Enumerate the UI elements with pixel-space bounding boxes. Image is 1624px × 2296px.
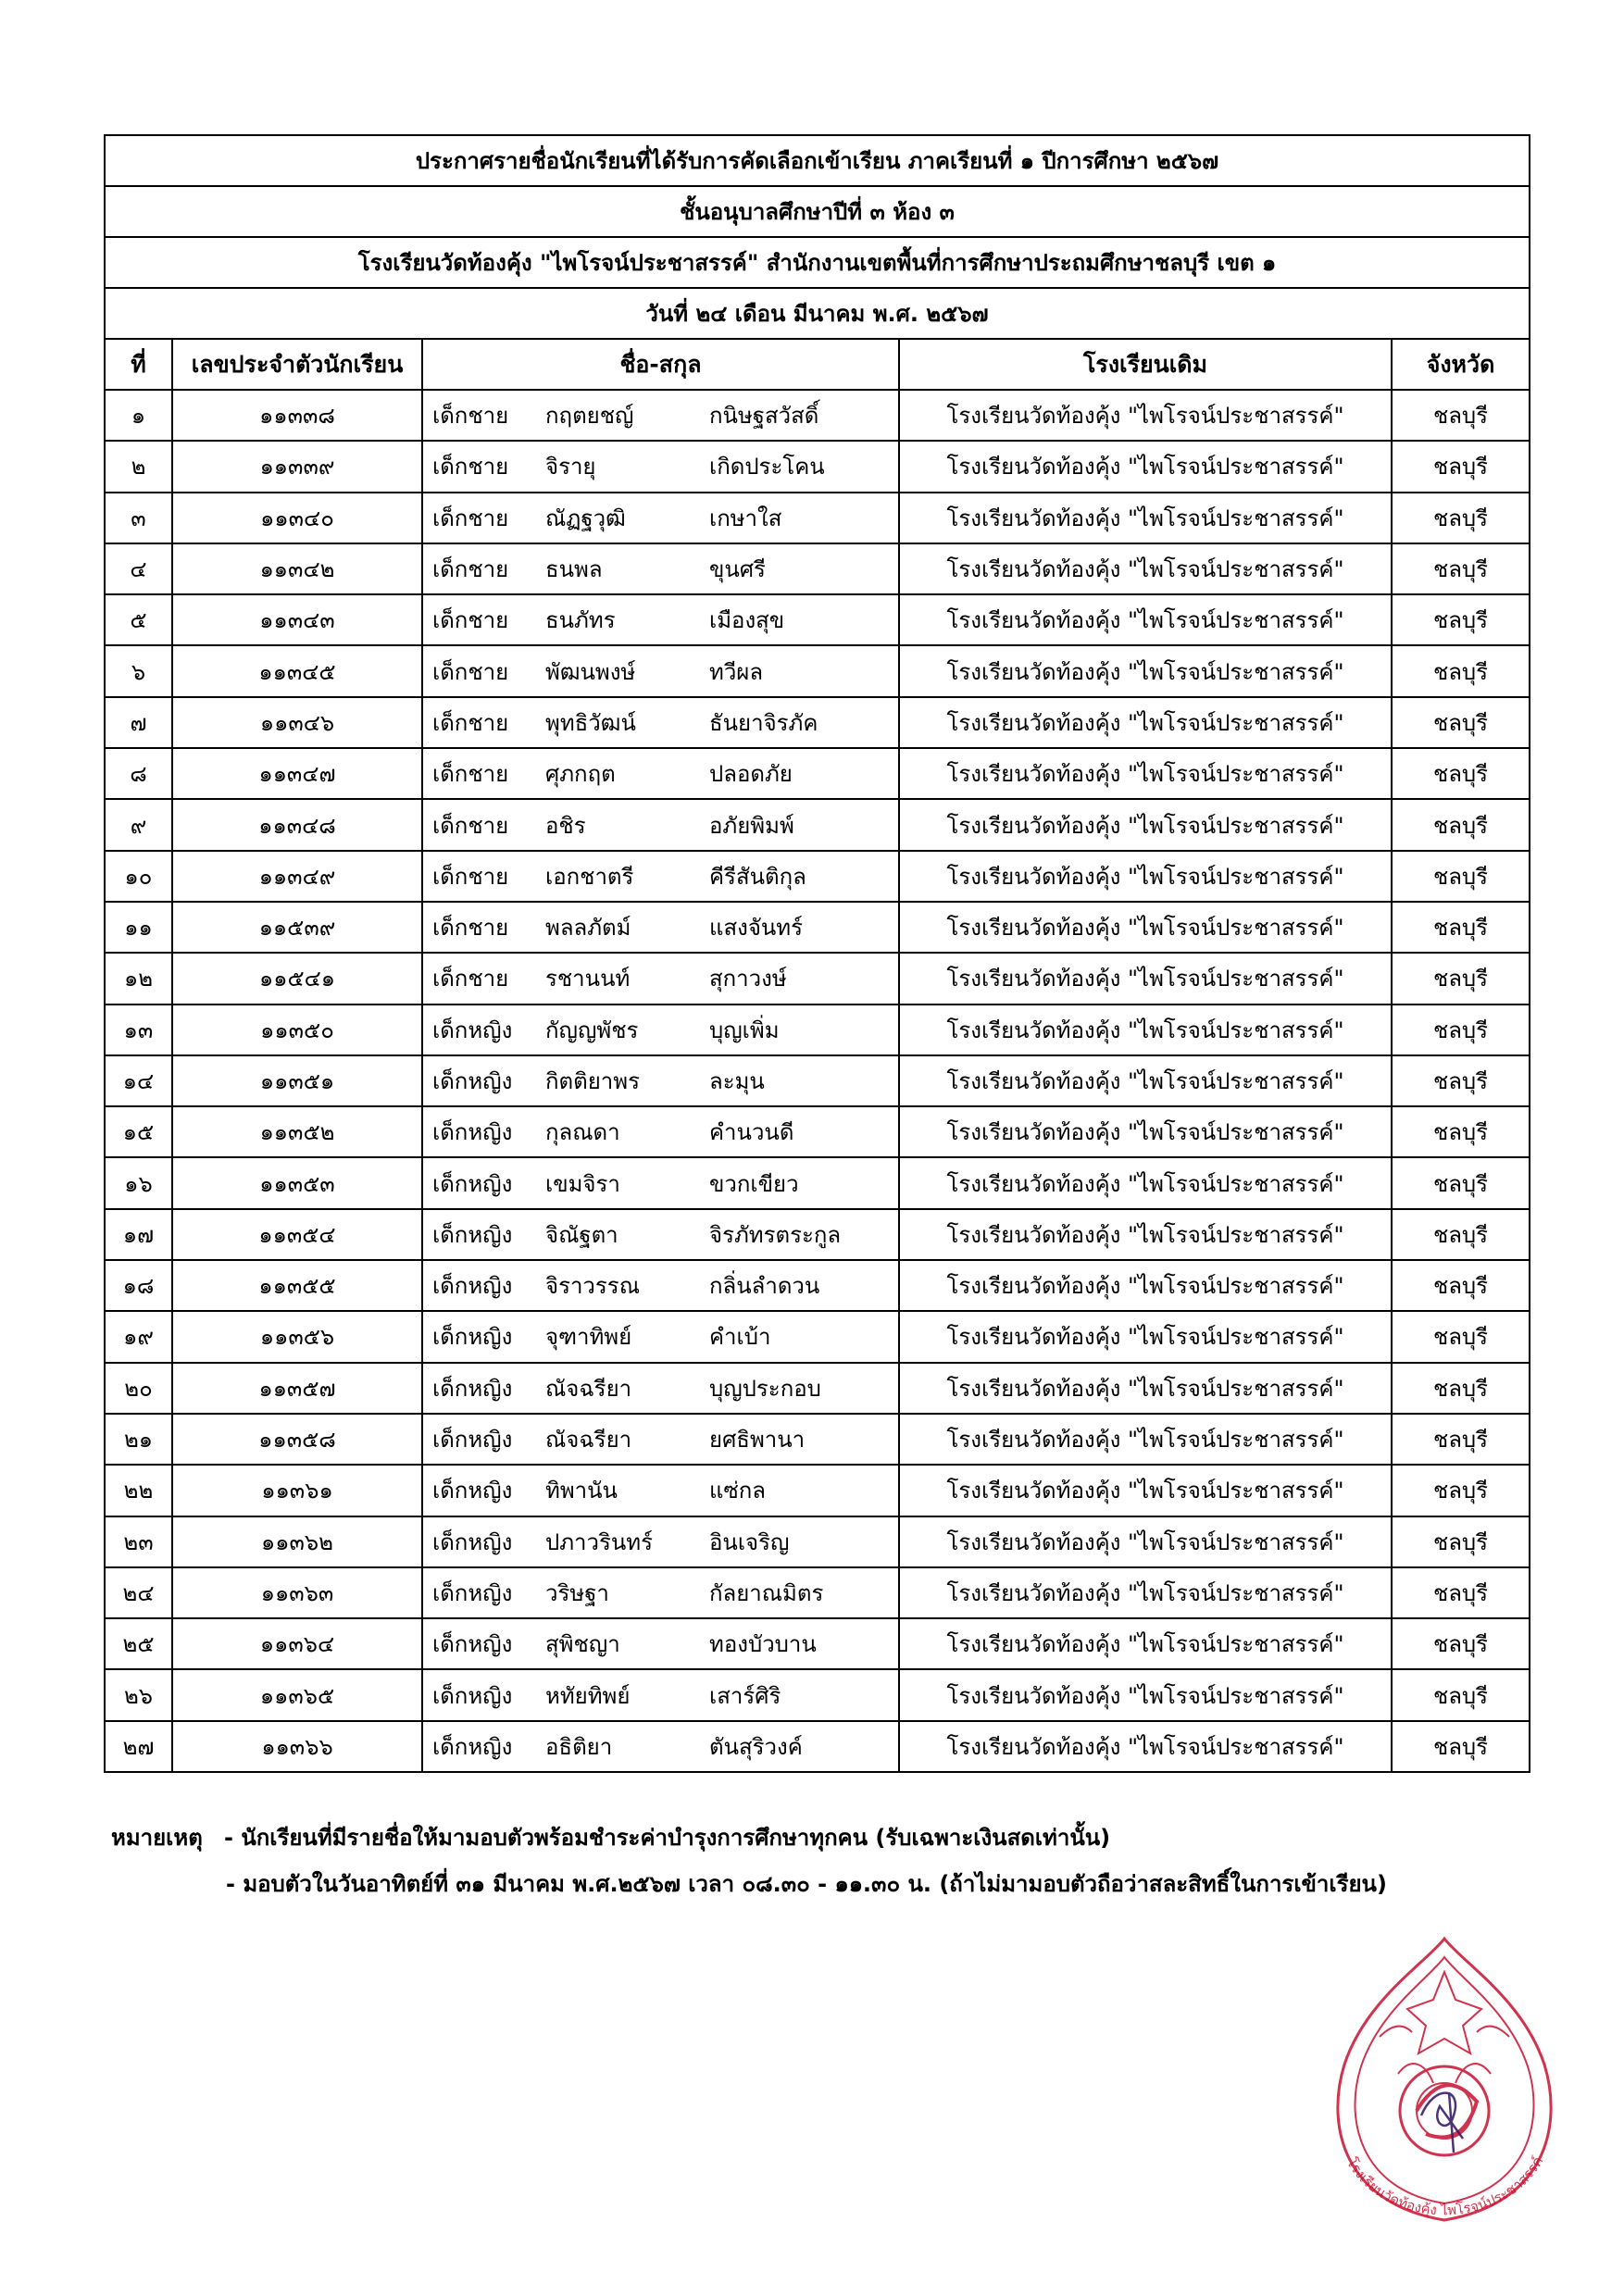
name-prefix: เด็กหญิง [432, 1273, 513, 1300]
first-name: ณัฏฐวุฒิ [545, 505, 626, 531]
previous-school: โรงเรียนวัดท้องคุ้ง "ไพโรจน์ประชาสรรค์" [899, 697, 1392, 748]
column-header-name: ชื่อ-สกุล [422, 339, 899, 390]
province: ชลบุรี [1392, 1465, 1530, 1516]
province: ชลบุรี [1392, 902, 1530, 953]
row-number: ๒ [105, 441, 172, 492]
name-prefix: เด็กหญิง [432, 1579, 513, 1606]
note-text-2: - มอบตัวในวันอาทิตย์ที่ ๓๑ มีนาคม พ.ศ.๒๕๖๗ เวลา ๐๘.๓๐ - ๑๑.๓๐ น. (ถ้าไม่มามอบตัวถือว่าสละสิทธิ์ในการเข้าเรียน) [226, 1871, 1387, 1897]
student-name [422, 953, 899, 1004]
table-row [105, 390, 1530, 441]
last-name: แสงจันทร์ [709, 915, 804, 942]
province: ชลบุรี [1392, 1055, 1530, 1106]
last-name: ยศธิพานา [709, 1427, 806, 1454]
row-number: ๓ [105, 493, 172, 543]
last-name: กนิษฐสวัสดิ์ [709, 403, 819, 430]
school-seal-stamp [1324, 1926, 1565, 2231]
row-number: ๑๓ [105, 1004, 172, 1055]
column-header-province: จังหวัด [1392, 339, 1530, 390]
name-prefix: เด็กชาย [432, 658, 509, 685]
last-name: จิรภัทรตระกูล [709, 1221, 842, 1248]
row-number: ๑๔ [105, 1055, 172, 1106]
row-number: ๒๔ [105, 1567, 172, 1618]
table-row [105, 799, 1530, 850]
student-name [422, 441, 899, 492]
province: ชลบุรี [1392, 390, 1530, 441]
province: ชลบุรี [1392, 1363, 1530, 1414]
student-id: ๑๑๓๖๖ [172, 1721, 422, 1772]
province: ชลบุรี [1392, 1618, 1530, 1669]
name-prefix: เด็กหญิง [432, 1017, 513, 1043]
name-prefix: เด็กหญิง [432, 1068, 513, 1094]
row-number: ๒๐ [105, 1363, 172, 1414]
last-name: คำนวนดี [709, 1119, 794, 1146]
previous-school: โรงเรียนวัดท้องคุ้ง "ไพโรจน์ประชาสรรค์" [899, 1669, 1392, 1720]
row-number: ๑๖ [105, 1157, 172, 1208]
province: ชลบุรี [1392, 1106, 1530, 1157]
table-row [105, 594, 1530, 645]
name-prefix: เด็กหญิง [432, 1733, 513, 1760]
previous-school: โรงเรียนวัดท้องคุ้ง "ไพโรจน์ประชาสรรค์" [899, 1721, 1392, 1772]
row-number: ๒๒ [105, 1465, 172, 1516]
student-name [422, 493, 899, 543]
name-prefix: เด็กหญิง [432, 1375, 513, 1402]
first-name: ธนภัทร [545, 607, 616, 634]
first-name: พลลภัตม์ [545, 915, 631, 942]
first-name: ธนพล [545, 556, 603, 583]
student-id: ๑๑๓๕๗ [172, 1363, 422, 1414]
school-name: โรงเรียนวัดท้องคุ้ง "ไพโรจน์ประชาสรรค์" สำนักงานเขตพื้นที่การศึกษาประถมศึกษาชลบุรี เขต ๑ [105, 237, 1530, 288]
province: ชลบุรี [1392, 1260, 1530, 1311]
student-name [422, 1311, 899, 1362]
first-name: พัฒนพงษ์ [545, 658, 636, 685]
student-rows [105, 390, 1530, 1772]
student-id: ๑๑๓๔๕ [172, 645, 422, 696]
first-name: ณัจฉรียา [545, 1427, 632, 1454]
last-name: เกษาใส [709, 505, 782, 531]
row-number: ๑๙ [105, 1311, 172, 1362]
column-header-id: เลขประจำตัวนักเรียน [172, 339, 422, 390]
last-name: เสาร์ศิริ [709, 1682, 781, 1709]
name-prefix: เด็กชาย [432, 505, 509, 531]
first-name: วริษฐา [545, 1579, 609, 1606]
province: ชลบุรี [1392, 493, 1530, 543]
table-row [105, 697, 1530, 748]
first-name: กัญญพัชร [545, 1017, 639, 1043]
previous-school: โรงเรียนวัดท้องคุ้ง "ไพโรจน์ประชาสรรค์" [899, 1157, 1392, 1208]
last-name: ทวีผล [709, 658, 764, 685]
last-name: เกิดประโคน [709, 454, 825, 480]
student-name [422, 697, 899, 748]
name-prefix: เด็กชาย [432, 761, 509, 788]
student-id: ๑๑๕๓๙ [172, 902, 422, 953]
row-number: ๒๕ [105, 1618, 172, 1669]
table-row [105, 1414, 1530, 1465]
column-header-prev-school: โรงเรียนเดิม [899, 339, 1392, 390]
row-number: ๒๖ [105, 1669, 172, 1720]
last-name: กัลยาณมิตร [709, 1579, 824, 1606]
last-name: ธันยาจิรภัค [709, 709, 818, 736]
row-number: ๑๕ [105, 1106, 172, 1157]
row-number: ๖ [105, 645, 172, 696]
name-prefix: เด็กชาย [432, 403, 509, 430]
student-name [422, 594, 899, 645]
first-name: อธิติยา [545, 1733, 613, 1760]
name-prefix: เด็กหญิง [432, 1529, 513, 1555]
student-id: ๑๑๕๔๑ [172, 953, 422, 1004]
student-id: ๑๑๓๕๐ [172, 1004, 422, 1055]
previous-school: โรงเรียนวัดท้องคุ้ง "ไพโรจน์ประชาสรรค์" [899, 851, 1392, 902]
first-name: รชานนท์ [545, 966, 631, 992]
student-name [422, 1004, 899, 1055]
province: ชลบุรี [1392, 1567, 1530, 1618]
student-name [422, 543, 899, 594]
student-list-table [104, 134, 1530, 1773]
name-prefix: เด็กชาย [432, 454, 509, 480]
row-number: ๑๐ [105, 851, 172, 902]
last-name: คีรีสันติกุล [709, 863, 806, 890]
table-row [105, 1106, 1530, 1157]
previous-school: โรงเรียนวัดท้องคุ้ง "ไพโรจน์ประชาสรรค์" [899, 543, 1392, 594]
province: ชลบุรี [1392, 441, 1530, 492]
first-name: กฤตยชญ์ [545, 403, 634, 430]
student-id: ๑๑๓๖๕ [172, 1669, 422, 1720]
name-prefix: เด็กชาย [432, 709, 509, 736]
previous-school: โรงเรียนวัดท้องคุ้ง "ไพโรจน์ประชาสรรค์" [899, 1209, 1392, 1260]
student-name [422, 1414, 899, 1465]
last-name: เมืองสุข [709, 607, 785, 634]
table-row [105, 1669, 1530, 1720]
student-name [422, 1465, 899, 1516]
first-name: ณัจฉรียา [545, 1375, 632, 1402]
province: ชลบุรี [1392, 1209, 1530, 1260]
previous-school: โรงเรียนวัดท้องคุ้ง "ไพโรจน์ประชาสรรค์" [899, 594, 1392, 645]
student-id: ๑๑๓๔๙ [172, 851, 422, 902]
last-name: บุญเพิ่ม [709, 1017, 780, 1043]
name-prefix: เด็กชาย [432, 863, 509, 890]
row-number: ๑ [105, 390, 172, 441]
row-number: ๒๓ [105, 1516, 172, 1567]
row-number: ๑๘ [105, 1260, 172, 1311]
last-name: อภัยพิมพ์ [709, 812, 794, 839]
student-name [422, 1055, 899, 1106]
row-number: ๔ [105, 543, 172, 594]
student-name [422, 799, 899, 850]
previous-school: โรงเรียนวัดท้องคุ้ง "ไพโรจน์ประชาสรรค์" [899, 1004, 1392, 1055]
previous-school: โรงเรียนวัดท้องคุ้ง "ไพโรจน์ประชาสรรค์" [899, 902, 1392, 953]
province: ชลบุรี [1392, 594, 1530, 645]
province: ชลบุรี [1392, 1516, 1530, 1567]
previous-school: โรงเรียนวัดท้องคุ้ง "ไพโรจน์ประชาสรรค์" [899, 1516, 1392, 1567]
name-prefix: เด็กชาย [432, 607, 509, 634]
student-name [422, 851, 899, 902]
table-row [105, 1516, 1530, 1567]
name-prefix: เด็กหญิง [432, 1221, 513, 1248]
table-row [105, 1567, 1530, 1618]
province: ชลบุรี [1392, 953, 1530, 1004]
name-prefix: เด็กชาย [432, 966, 509, 992]
student-name [422, 1721, 899, 1772]
student-name [422, 748, 899, 799]
student-name [422, 390, 899, 441]
student-name [422, 1516, 899, 1567]
first-name: จิรายุ [545, 454, 596, 480]
table-row [105, 645, 1530, 696]
first-name: จิณัฐตา [545, 1221, 618, 1248]
previous-school: โรงเรียนวัดท้องคุ้ง "ไพโรจน์ประชาสรรค์" [899, 748, 1392, 799]
table-row [105, 1363, 1530, 1414]
name-prefix: เด็กชาย [432, 915, 509, 942]
first-name: กุลณดา [545, 1119, 620, 1146]
student-id: ๑๑๓๖๒ [172, 1516, 422, 1567]
notes-label: หมายเหตุ [111, 1825, 203, 1851]
first-name: สุพิชญา [545, 1631, 620, 1658]
note-line-1 [111, 1815, 1555, 1861]
table-row [105, 953, 1530, 1004]
student-id: ๑๑๓๔๘ [172, 799, 422, 850]
table-row [105, 1260, 1530, 1311]
student-name [422, 645, 899, 696]
table-row [105, 1618, 1530, 1669]
student-id: ๑๑๓๕๓ [172, 1157, 422, 1208]
previous-school: โรงเรียนวัดท้องคุ้ง "ไพโรจน์ประชาสรรค์" [899, 1363, 1392, 1414]
note-text-1: - นักเรียนที่มีรายชื่อให้มามอบตัวพร้อมชำระค่าบำรุงการศึกษาทุกคน (รับเฉพาะเงินสดเท่านั้น) [224, 1825, 1111, 1851]
table-row [105, 1209, 1530, 1260]
province: ชลบุรี [1392, 1414, 1530, 1465]
first-name: หทัยทิพย์ [545, 1682, 631, 1709]
last-name: กลิ่นลำดวน [709, 1273, 820, 1300]
row-number: ๑๗ [105, 1209, 172, 1260]
province: ชลบุรี [1392, 851, 1530, 902]
previous-school: โรงเรียนวัดท้องคุ้ง "ไพโรจน์ประชาสรรค์" [899, 390, 1392, 441]
student-name [422, 902, 899, 953]
province: ชลบุรี [1392, 1721, 1530, 1772]
student-id: ๑๑๓๔๐ [172, 493, 422, 543]
first-name: กิตติยาพร [545, 1068, 640, 1094]
previous-school: โรงเรียนวัดท้องคุ้ง "ไพโรจน์ประชาสรรค์" [899, 1260, 1392, 1311]
first-name: ทิพานัน [545, 1478, 618, 1504]
student-id: ๑๑๓๕๕ [172, 1260, 422, 1311]
table-row [105, 1721, 1530, 1772]
note-line-2 [111, 1861, 1555, 1907]
table-row [105, 441, 1530, 492]
row-number: ๘ [105, 748, 172, 799]
student-name [422, 1106, 899, 1157]
last-name: ปลอดภัย [709, 761, 793, 788]
last-name: สุกาวงษ์ [709, 966, 787, 992]
last-name: ขุนศรี [709, 556, 766, 583]
name-prefix: เด็กชาย [432, 812, 509, 839]
name-prefix: เด็กหญิง [432, 1119, 513, 1146]
first-name: อชิร [545, 812, 586, 839]
last-name: อินเจริญ [709, 1529, 790, 1555]
student-name [422, 1260, 899, 1311]
previous-school: โรงเรียนวัดท้องคุ้ง "ไพโรจน์ประชาสรรค์" [899, 1414, 1392, 1465]
student-name [422, 1363, 899, 1414]
student-id: ๑๑๓๓๘ [172, 390, 422, 441]
previous-school: โรงเรียนวัดท้องคุ้ง "ไพโรจน์ประชาสรรค์" [899, 1618, 1392, 1669]
previous-school: โรงเรียนวัดท้องคุ้ง "ไพโรจน์ประชาสรรค์" [899, 953, 1392, 1004]
row-number: ๒๑ [105, 1414, 172, 1465]
previous-school: โรงเรียนวัดท้องคุ้ง "ไพโรจน์ประชาสรรค์" [899, 645, 1392, 696]
name-prefix: เด็กหญิง [432, 1682, 513, 1709]
previous-school: โรงเรียนวัดท้องคุ้ง "ไพโรจน์ประชาสรรค์" [899, 1311, 1392, 1362]
table-row [105, 1465, 1530, 1516]
student-id: ๑๑๓๖๓ [172, 1567, 422, 1618]
previous-school: โรงเรียนวัดท้องคุ้ง "ไพโรจน์ประชาสรรค์" [899, 441, 1392, 492]
last-name: คำเบ้า [709, 1324, 771, 1351]
table-row [105, 748, 1530, 799]
row-number: ๕ [105, 594, 172, 645]
announcement-title: ประกาศรายชื่อนักเรียนที่ได้รับการคัดเลือกเข้าเรียน ภาคเรียนที่ ๑ ปีการศึกษา ๒๕๖๗ [105, 135, 1530, 186]
seal-text: โรงเรียนวัดท้องคุ้ง ไพโรจน์ประชาสรรค์ [1343, 2153, 1547, 2219]
name-prefix: เด็กหญิง [432, 1427, 513, 1454]
student-name [422, 1567, 899, 1618]
student-id: ๑๑๓๔๒ [172, 543, 422, 594]
student-id: ๑๑๓๔๗ [172, 748, 422, 799]
last-name: ละมุน [709, 1068, 765, 1094]
name-prefix: เด็กหญิง [432, 1478, 513, 1504]
previous-school: โรงเรียนวัดท้องคุ้ง "ไพโรจน์ประชาสรรค์" [899, 1465, 1392, 1516]
first-name: จิราวรรณ [545, 1273, 640, 1300]
student-name [422, 1157, 899, 1208]
last-name: แซ่กล [709, 1478, 766, 1504]
student-id: ๑๑๓๕๑ [172, 1055, 422, 1106]
student-id: ๑๑๓๕๘ [172, 1414, 422, 1465]
first-name: จุฑาทิพย์ [545, 1324, 632, 1351]
table-row [105, 493, 1530, 543]
row-number: ๙ [105, 799, 172, 850]
student-id: ๑๑๓๔๖ [172, 697, 422, 748]
first-name: เอกชาตรี [545, 863, 634, 890]
student-id: ๑๑๓๔๓ [172, 594, 422, 645]
province: ชลบุรี [1392, 697, 1530, 748]
table-row [105, 851, 1530, 902]
first-name: ปภาวรินทร์ [545, 1529, 654, 1555]
table-row [105, 1004, 1530, 1055]
student-name [422, 1209, 899, 1260]
province: ชลบุรี [1392, 1004, 1530, 1055]
student-id: ๑๑๓๕๔ [172, 1209, 422, 1260]
province: ชลบุรี [1392, 1669, 1530, 1720]
class-level: ชั้นอนุบาลศึกษาปีที่ ๓ ห้อง ๓ [105, 186, 1530, 237]
table-row [105, 1055, 1530, 1106]
row-number: ๒๗ [105, 1721, 172, 1772]
last-name: ขวกเขียว [709, 1170, 799, 1197]
first-name: เขมจิรา [545, 1170, 620, 1197]
student-id: ๑๑๓๖๑ [172, 1465, 422, 1516]
province: ชลบุรี [1392, 543, 1530, 594]
previous-school: โรงเรียนวัดท้องคุ้ง "ไพโรจน์ประชาสรรค์" [899, 1567, 1392, 1618]
table-row [105, 902, 1530, 953]
name-prefix: เด็กหญิง [432, 1324, 513, 1351]
student-id: ๑๑๓๕๒ [172, 1106, 422, 1157]
student-name [422, 1669, 899, 1720]
row-number: ๑๑ [105, 902, 172, 953]
last-name: ทองบัวบาน [709, 1631, 817, 1658]
name-prefix: เด็กชาย [432, 556, 509, 583]
name-prefix: เด็กหญิง [432, 1170, 513, 1197]
row-number: ๑๒ [105, 953, 172, 1004]
table-row [105, 543, 1530, 594]
student-name [422, 1618, 899, 1669]
student-id: ๑๑๓๓๙ [172, 441, 422, 492]
province: ชลบุรี [1392, 1157, 1530, 1208]
province: ชลบุรี [1392, 1311, 1530, 1362]
column-header-no: ที่ [105, 339, 172, 390]
province: ชลบุรี [1392, 799, 1530, 850]
first-name: พุทธิวัฒน์ [545, 709, 636, 736]
notes-section [111, 1815, 1555, 1907]
previous-school: โรงเรียนวัดท้องคุ้ง "ไพโรจน์ประชาสรรค์" [899, 1106, 1392, 1157]
name-prefix: เด็กหญิง [432, 1631, 513, 1658]
first-name: ศุภกฤต [545, 761, 616, 788]
province: ชลบุรี [1392, 748, 1530, 799]
last-name: บุญประกอบ [709, 1375, 821, 1402]
student-id: ๑๑๓๕๖ [172, 1311, 422, 1362]
previous-school: โรงเรียนวัดท้องคุ้ง "ไพโรจน์ประชาสรรค์" [899, 1055, 1392, 1106]
previous-school: โรงเรียนวัดท้องคุ้ง "ไพโรจน์ประชาสรรค์" [899, 493, 1392, 543]
announcement-date: วันที่ ๒๔ เดือน มีนาคม พ.ศ. ๒๕๖๗ [105, 288, 1530, 339]
row-number: ๗ [105, 697, 172, 748]
student-id: ๑๑๓๖๔ [172, 1618, 422, 1669]
previous-school: โรงเรียนวัดท้องคุ้ง "ไพโรจน์ประชาสรรค์" [899, 799, 1392, 850]
province: ชลบุรี [1392, 645, 1530, 696]
table-row [105, 1311, 1530, 1362]
table-row [105, 1157, 1530, 1208]
last-name: ตันสุริวงค์ [709, 1733, 803, 1760]
